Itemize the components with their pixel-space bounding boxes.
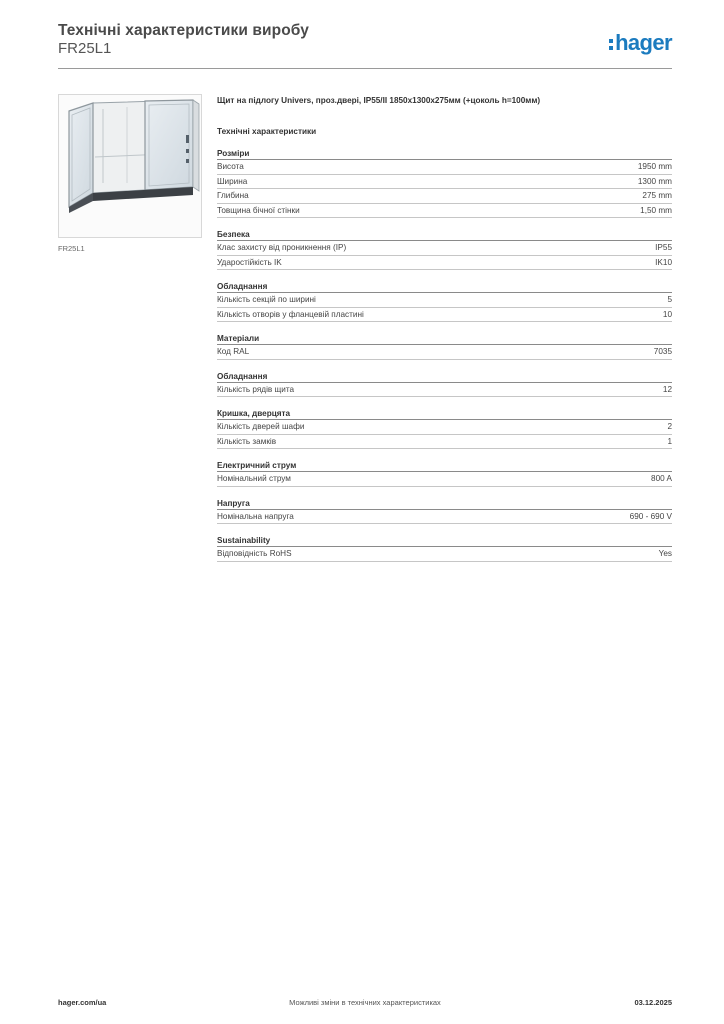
spec-sections: [217, 148, 672, 562]
spec-section: [217, 229, 672, 270]
section-title: Матеріали: [217, 333, 672, 345]
footer-website-link[interactable]: hager.com/ua: [58, 998, 107, 1007]
spec-section: [217, 535, 672, 562]
spec-row: [217, 175, 672, 190]
section-title: Розміри: [217, 148, 672, 160]
spec-value: 2: [667, 422, 672, 431]
spec-value: IK10: [655, 257, 672, 267]
spec-value: 690 - 690 V: [629, 511, 672, 521]
spec-label: Відповідність RoHS: [217, 549, 292, 558]
spec-value: 1,50 mm: [640, 205, 672, 215]
spec-label: Кількість дверей шафи: [217, 422, 305, 431]
spec-section: [217, 333, 672, 360]
spec-value: 1950 mm: [637, 162, 672, 171]
section-title: Безпека: [217, 229, 672, 241]
spec-label: Глибина: [217, 191, 249, 200]
spec-label: Кількість отворів у фланцевій пластині: [217, 309, 364, 319]
floor-cabinet-image-icon: [59, 95, 201, 237]
spec-label: Ширина: [217, 176, 248, 186]
spec-row: [217, 308, 672, 323]
spec-section: [217, 148, 672, 218]
spec-label: Кількість рядів щита: [217, 384, 295, 394]
spec-section: [217, 498, 672, 525]
spec-section: [217, 281, 672, 322]
spec-row: [217, 160, 672, 175]
logo-mark-icon: [609, 39, 613, 54]
product-code: FR25L1: [58, 40, 112, 57]
section-title: Sustainability: [217, 535, 672, 547]
spec-value: Yes: [658, 549, 672, 558]
spec-label: Клас захисту від проникнення (IP): [217, 243, 347, 252]
spec-row: [217, 256, 672, 271]
spec-section: [217, 371, 672, 398]
spec-section: [217, 460, 672, 487]
footer-disclaimer: Можливі зміни в технічних характеристиках: [289, 998, 441, 1007]
spec-value: IP55: [655, 243, 672, 252]
spec-row: [217, 435, 672, 450]
spec-label: Кількість замків: [217, 436, 277, 446]
spec-value: 7035: [653, 347, 672, 356]
logo-text: hager: [615, 30, 672, 55]
spec-row: [217, 510, 672, 525]
section-title: Кришка, дверцята: [217, 408, 672, 420]
spec-section: [217, 408, 672, 449]
spec-row: [217, 293, 672, 308]
product-description: Щит на підлогу Univers, проз.двері, IP55/II 1850х1300х275мм (+цоколь h=100мм): [217, 96, 541, 105]
page-header: [58, 22, 672, 68]
spec-value: 10: [662, 309, 672, 319]
footer-date: 03.12.2025: [634, 998, 672, 1007]
image-caption: FR25L1: [58, 244, 85, 253]
spec-row: [217, 204, 672, 219]
section-title: Обладнання: [217, 281, 672, 293]
spec-value: 1: [667, 436, 672, 446]
section-title: Електричний струм: [217, 460, 672, 472]
spec-row: [217, 547, 672, 562]
spec-value: 800 A: [651, 474, 672, 483]
hager-logo: [609, 28, 672, 54]
spec-value: 275 mm: [642, 191, 672, 200]
spec-label: Товщина бічної стінки: [217, 205, 300, 215]
spec-row: [217, 345, 672, 360]
spec-row: [217, 420, 672, 435]
spec-row: [217, 472, 672, 487]
header-divider: [58, 68, 672, 69]
spec-label: Код RAL: [217, 347, 250, 356]
spec-label: Кількість секцій по ширині: [217, 295, 316, 304]
product-image: [58, 94, 202, 238]
spec-value: 12: [662, 384, 672, 394]
spec-content: [217, 94, 672, 573]
spec-label: Номінальна напруга: [217, 511, 294, 521]
spec-value: 5: [667, 295, 672, 304]
section-title: Напруга: [217, 498, 672, 510]
spec-label: Номінальний струм: [217, 474, 291, 483]
page-title: Технічні характеристики виробу: [58, 22, 309, 39]
spec-label: Висота: [217, 162, 244, 171]
spec-label: Ударостійкість IK: [217, 257, 282, 267]
spec-row: [217, 189, 672, 204]
spec-row: [217, 241, 672, 256]
specs-heading: Технічні характеристики: [217, 127, 317, 136]
section-title: Обладнання: [217, 371, 672, 383]
spec-value: 1300 mm: [637, 176, 672, 186]
spec-row: [217, 383, 672, 398]
